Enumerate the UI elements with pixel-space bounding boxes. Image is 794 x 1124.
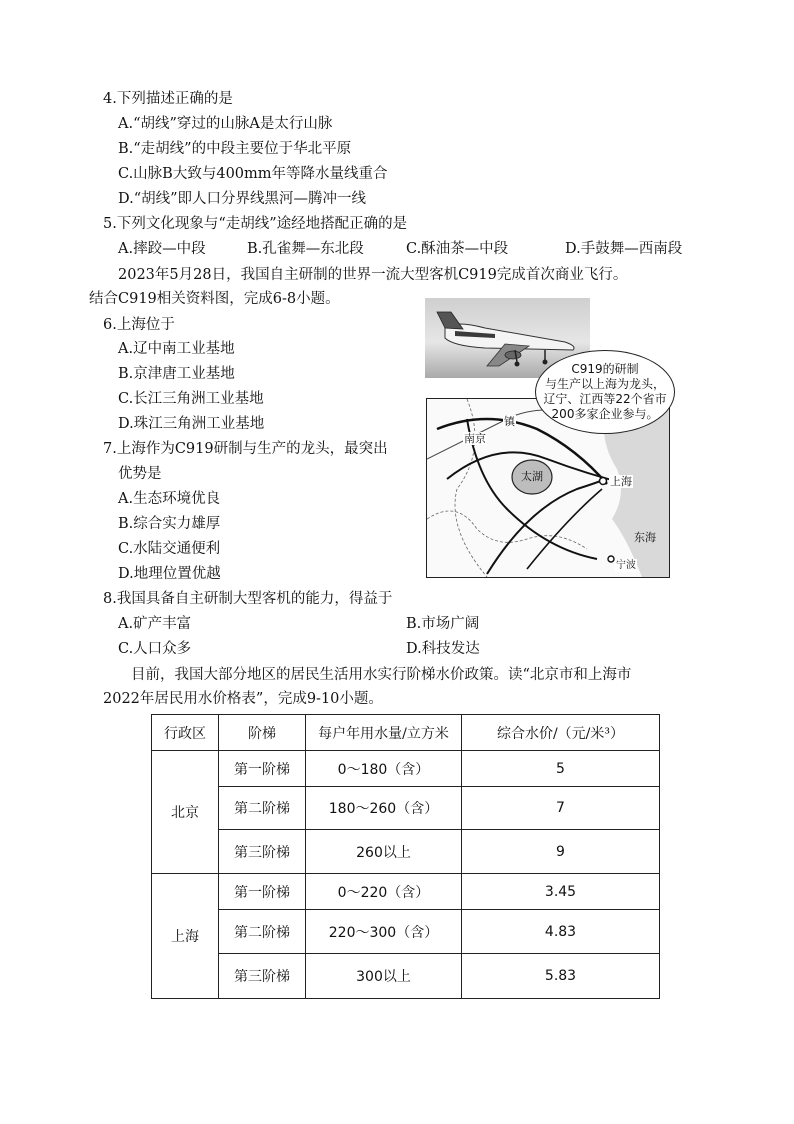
q8-option-a: A.矿产丰富 (118, 616, 192, 632)
table-row (152, 830, 660, 874)
q6-option-d: D.珠江三角洲工业基地 (118, 416, 265, 432)
volume-cell: 300以上 (306, 954, 462, 999)
table-row (152, 874, 660, 910)
q8-option-d: D.科技发达 (406, 641, 480, 657)
q5-option-b: B.孔雀舞—东北段 (247, 241, 364, 257)
q7-stem-line1: 7.上海作为C919研制与生产的龙头，最突出 (103, 441, 388, 457)
q5-stem: 5.下列文化现象与“走胡线”途经地搭配正确的是 (103, 216, 408, 232)
tier-cell: 第二阶梯 (219, 910, 306, 954)
table-header-row (152, 715, 660, 751)
q7-stem-line2: 优势是 (118, 466, 162, 482)
bubble-line-2: 与生产以上海为龙头， (544, 377, 665, 391)
price-cell: 3.45 (462, 874, 660, 910)
map-label-zhenjiang: 镇 (504, 415, 515, 428)
q6-option-a: A.辽中南工业基地 (118, 341, 235, 357)
header-volume: 每户年用水量/立方米 (306, 715, 462, 751)
price-cell: 9 (462, 830, 660, 874)
water-price-table (151, 714, 660, 999)
bubble-line-1: C919的研制 (571, 362, 639, 376)
price-cell: 5.83 (462, 954, 660, 999)
intro1-line1: 2023年5月28日，我国自主研制的世界一流大型客机C919完成首次商业飞行。 (118, 267, 628, 283)
table-row (152, 787, 660, 830)
q4-option-b: B.“走胡线”的中段主要位于华北平原 (118, 141, 352, 157)
tier-cell: 第一阶梯 (219, 751, 306, 787)
region-cell-shanghai: 上海 (152, 874, 219, 999)
table-row (152, 954, 660, 999)
q6-stem: 6.上海位于 (103, 317, 175, 333)
table-row (152, 910, 660, 954)
q4-option-a: A.“胡线”穿过的山脉A是太行山脉 (118, 116, 333, 132)
tier-cell: 第三阶梯 (219, 954, 306, 999)
q4-option-c: C.山脉B大致与400mm年等降水量线重合 (118, 166, 388, 182)
tier-cell: 第三阶梯 (219, 830, 306, 874)
intro2-line2: 2022年居民用水价格表”，完成9-10小题。 (103, 691, 383, 707)
header-region: 行政区 (152, 715, 219, 751)
tier-cell: 第二阶梯 (219, 787, 306, 830)
table-row (152, 751, 660, 787)
q5-option-a: A.摔跤—中段 (118, 241, 206, 257)
q8-option-c: C.人口众多 (118, 641, 192, 657)
q7-option-a: A.生态环境优良 (118, 491, 221, 507)
header-tier: 阶梯 (219, 715, 306, 751)
q6-option-c: C.长江三角洲工业基地 (118, 391, 264, 407)
q4-stem: 4.下列描述正确的是 (103, 91, 233, 107)
q7-option-d: D.地理位置优越 (118, 566, 221, 582)
q5-option-d: D.手鼓舞—西南段 (565, 241, 683, 257)
region-cell-beijing: 北京 (152, 751, 219, 874)
bubble-line-4: 200多家企业参与。 (551, 407, 659, 421)
map-label-nanjing: 南京 (464, 432, 486, 445)
q5-option-c: C.酥油茶—中段 (406, 241, 509, 257)
q7-option-b: B.综合实力雄厚 (118, 516, 221, 532)
q4-option-d: D.“胡线”即人口分界线黑河—腾冲一线 (118, 191, 367, 207)
c919-info-bubble (535, 350, 675, 434)
map-label-taihu: 太湖 (521, 470, 543, 483)
price-cell: 7 (462, 787, 660, 830)
price-cell: 4.83 (462, 910, 660, 954)
volume-cell: 0～180（含） (306, 751, 462, 787)
q6-option-b: B.京津唐工业基地 (118, 366, 235, 382)
q8-option-b: B.市场广阔 (406, 616, 480, 632)
tier-cell: 第一阶梯 (219, 874, 306, 910)
q7-option-c: C.水陆交通便利 (118, 541, 221, 557)
map-label-shanghai: 上海 (610, 475, 632, 488)
bubble-line-3: 辽宁、江西等22个省市 (543, 392, 667, 406)
map-label-ningbo: 宁波 (616, 560, 636, 571)
q8-stem: 8.我国具备自主研制大型客机的能力，得益于 (103, 591, 393, 607)
volume-cell: 260以上 (306, 830, 462, 874)
price-cell: 5 (462, 751, 660, 787)
volume-cell: 180～260（含） (306, 787, 462, 830)
intro1-line2: 结合C919相关资料图，完成6-8小题。 (89, 291, 340, 307)
header-price: 综合水价/（元/米³） (462, 715, 660, 751)
intro2-line1: 目前，我国大部分地区的居民生活用水实行阶梯水价政策。读“北京市和上海市 (131, 667, 632, 683)
volume-cell: 220～300（含） (306, 910, 462, 954)
volume-cell: 0～220（含） (306, 874, 462, 910)
map-label-east-sea: 东海 (634, 531, 656, 544)
